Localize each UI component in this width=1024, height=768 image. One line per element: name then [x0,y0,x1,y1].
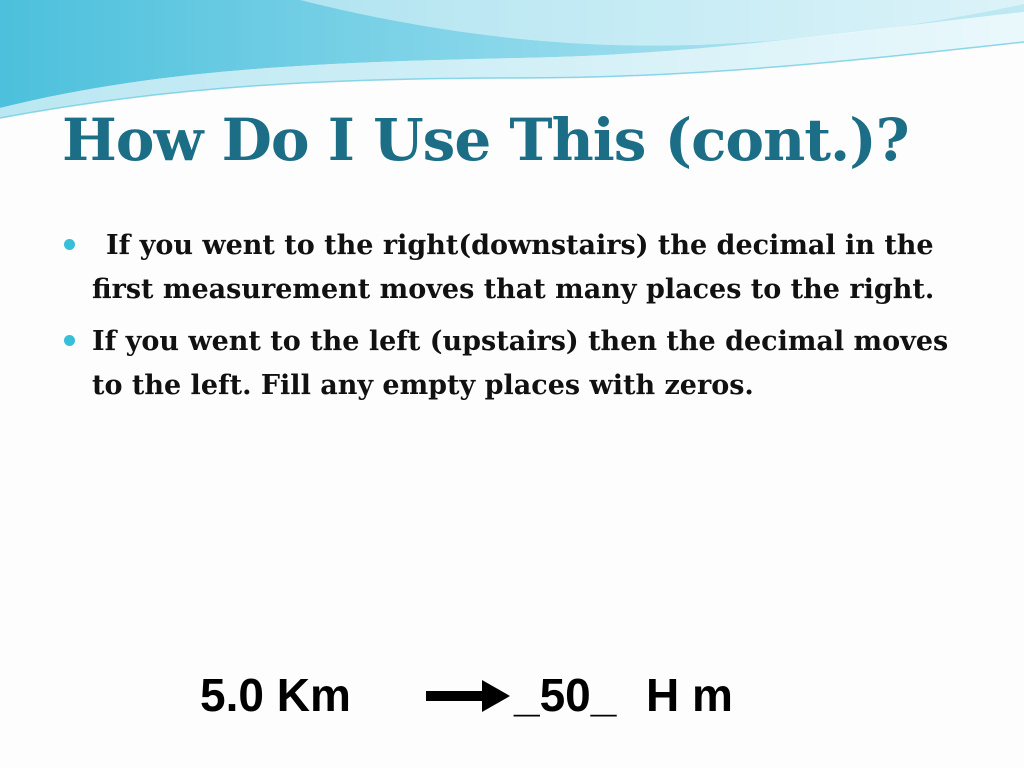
bullet-text: If you went to the left (upstairs) then the decimal moves to the left. Fill any empty places with zeros. [92,326,949,401]
bullet-item [62,224,962,312]
slide-title: How Do I Use This (cont.)? [62,106,909,174]
conversion-answer: _50_ [514,669,617,721]
conversion-from-value: 5.0 Km [200,669,351,721]
bullet-dot-icon [64,239,75,250]
conversion-unit: H m [646,669,733,721]
bullet-text: If you went to the right(downstairs) the decimal in the first measurement moves that many places to the right. [92,230,935,305]
bullet-dot-icon [64,335,75,346]
right-arrow-icon [426,676,510,716]
bullet-list [62,224,962,416]
bullet-item [62,320,962,408]
